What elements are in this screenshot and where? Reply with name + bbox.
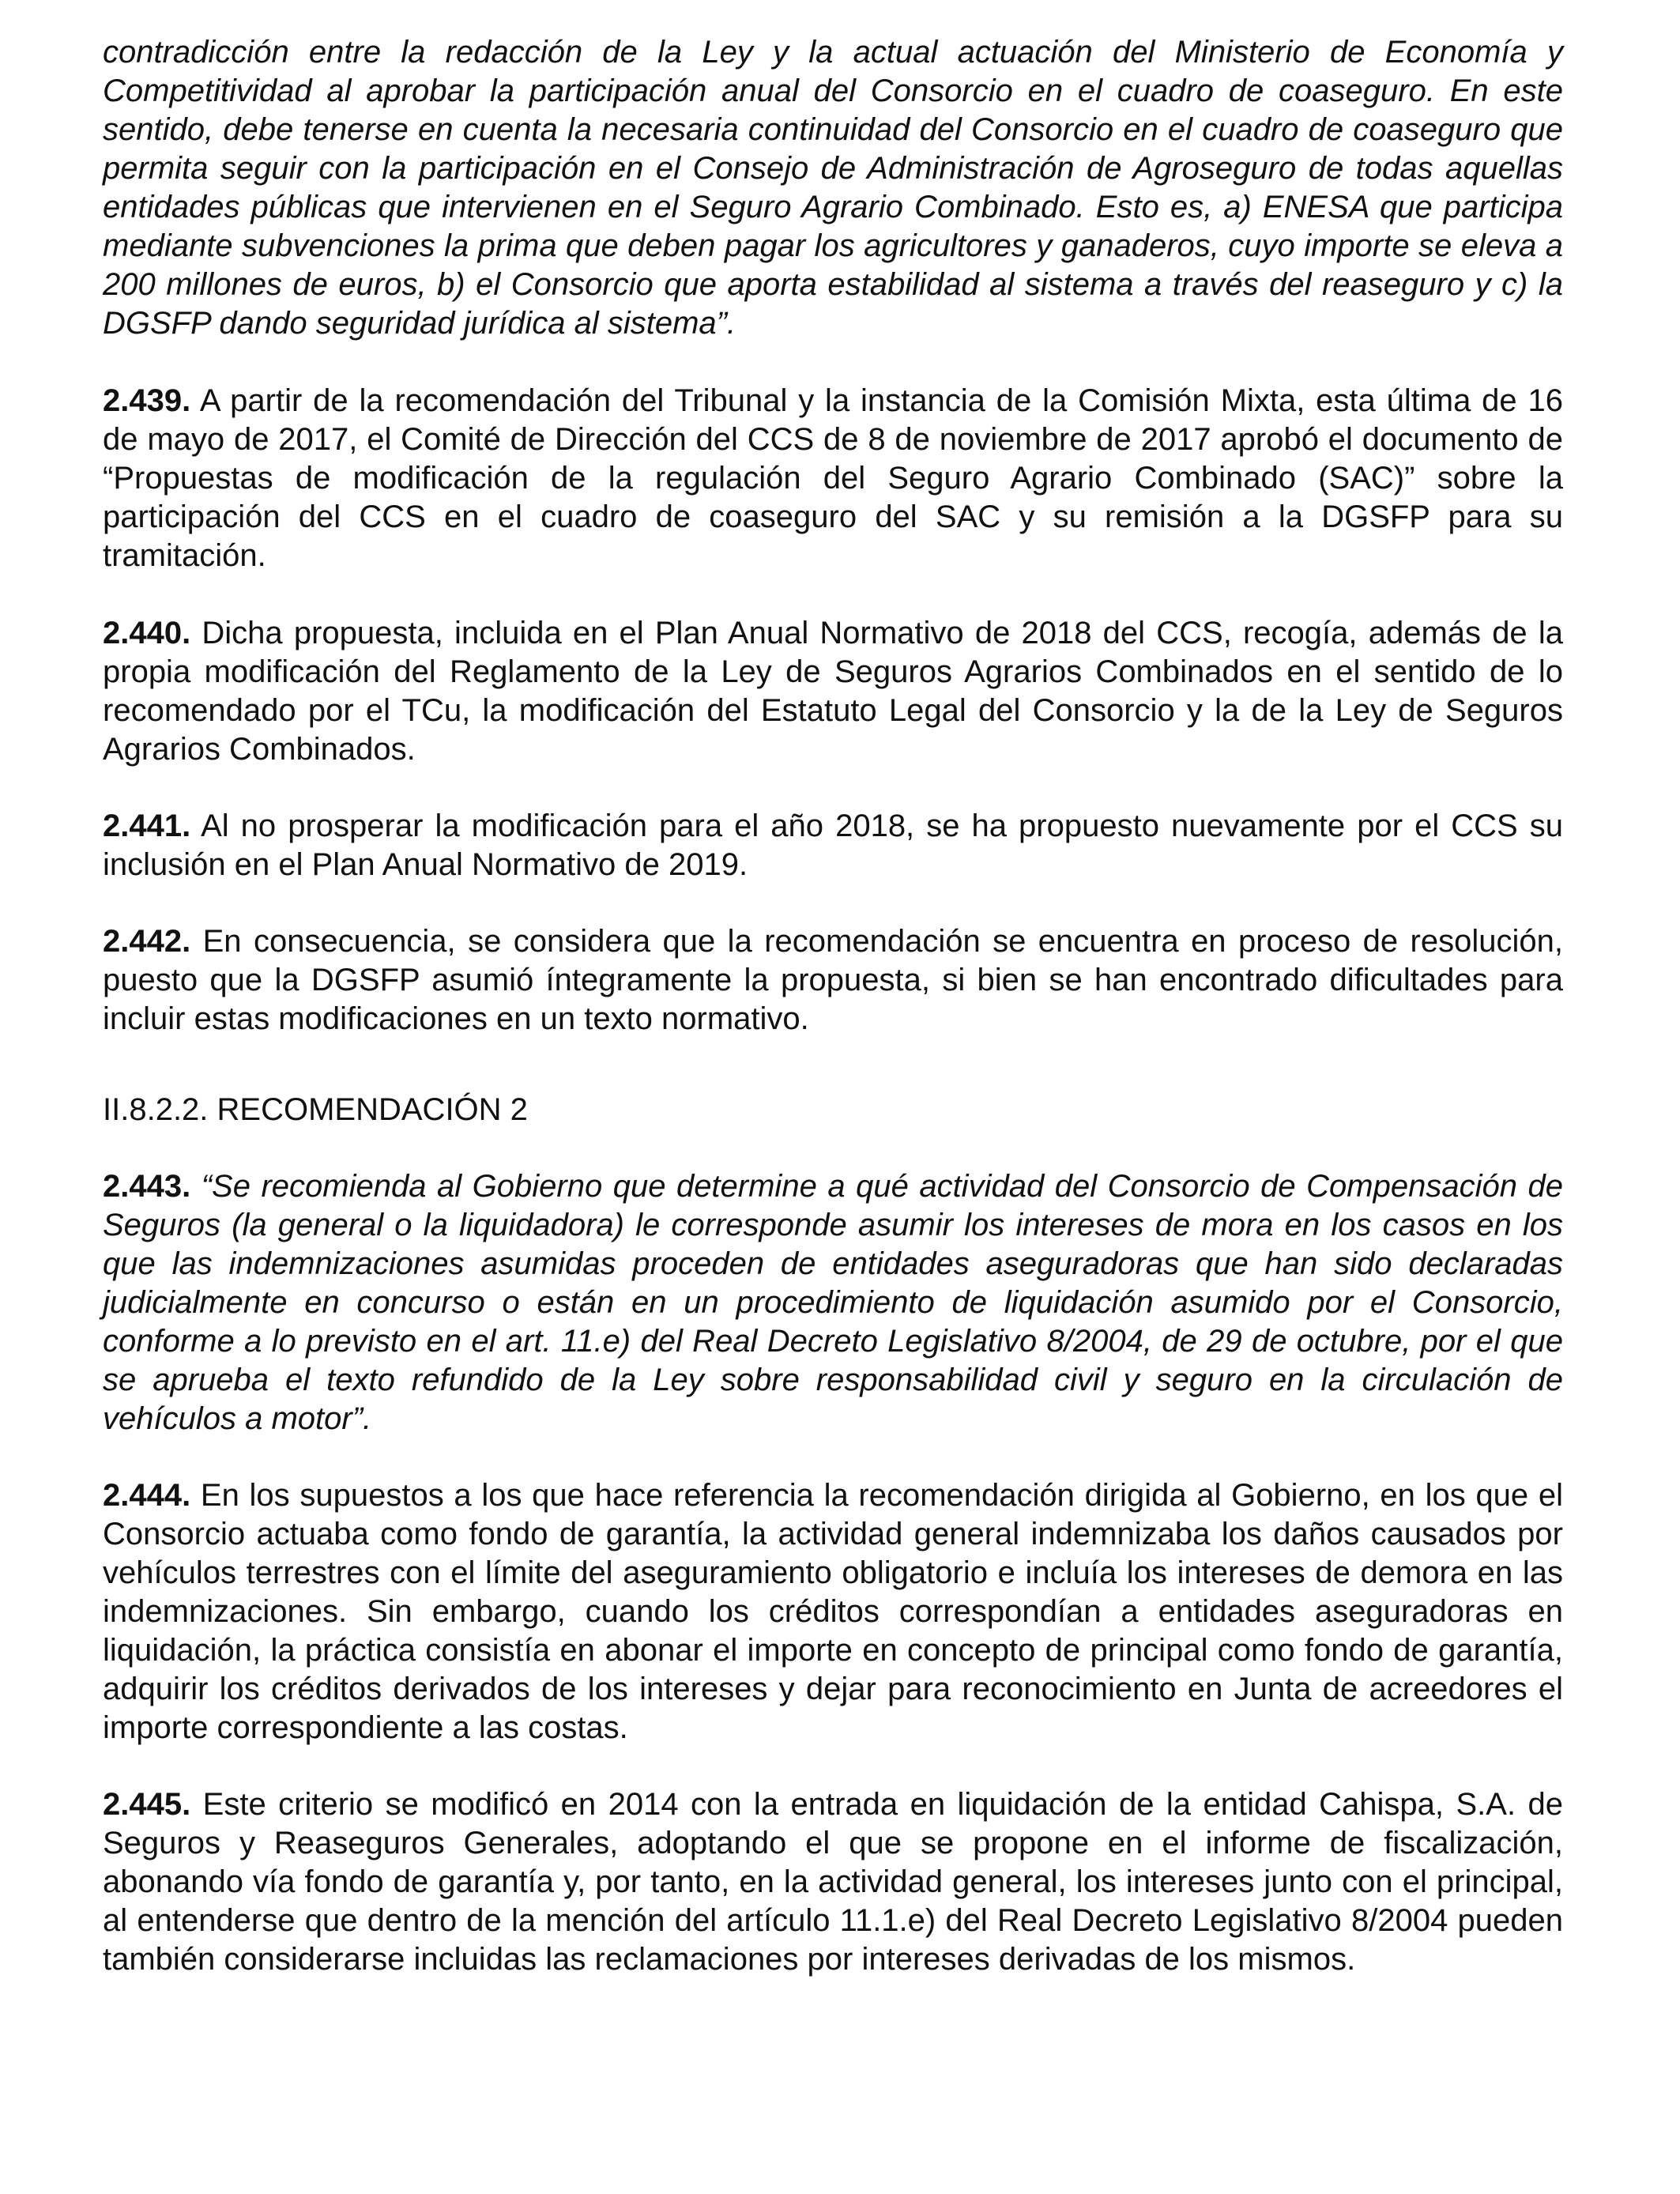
paragraph-text: En los supuestos a los que hace referencia la recomendación dirigida al Gobierno, en los que el Consorcio actuaba como fondo de garantía, la actividad general indemnizaba los daños causados por vehículos terrestres con el límite del aseguramiento obligatorio e incluía los intereses de demora en las indemnizaciones. Sin embargo, cuando los créditos correspondían a entidades aseguradoras en liquidación, la práctica consistía en abonar el importe en concepto de principal como fondo de garantía, adquirir los créditos derivados de los intereses y dejar para reconocimiento en Junta de acreedores el importe correspondiente a las costas.: [103, 1478, 1563, 1745]
paragraph-number: 2.442.: [103, 924, 191, 959]
section-heading-text: II.8.2.2. RECOMENDACIÓN 2: [103, 1092, 528, 1127]
paragraph-2-444: [103, 1476, 1563, 1747]
document-page: [103, 33, 1563, 1979]
paragraph-number: 2.444.: [103, 1478, 191, 1513]
paragraph-text: Dicha propuesta, incluida en el Plan Anual Normativo de 2018 del CCS, recogía, además de la propia modificación del Reglamento de la Ley de Seguros Agrarios Combinados en el sentido de lo recomendado por el TCu, la modificación del Estatuto Legal del Consorcio y la de la Ley de Seguros Agrarios Combinados.: [103, 616, 1563, 767]
paragraph-number: 2.443.: [103, 1169, 191, 1204]
paragraph-text: En consecuencia, se considera que la recomendación se encuentra en proceso de resolución, puesto que la DGSFP asumió íntegramente la propuesta, si bien se han encontrado dificultades para incluir estas modificaciones en un texto normativo.: [103, 924, 1563, 1036]
paragraph-2-439: [103, 382, 1563, 575]
paragraph-text: A partir de la recomendación del Tribunal y la instancia de la Comisión Mixta, esta última de 16 de mayo de 2017, el Comité de Dirección del CCS de 8 de noviembre de 2017 aprobó el documento de “Propuestas de modificación de la regulación del Seguro Agrario Combinado (SAC)” sobre la participación del CCS en el cuadro de coaseguro del SAC y su remisión a la DGSFP para su tramitación.: [103, 383, 1563, 573]
paragraph-number: 2.445.: [103, 1787, 191, 1822]
paragraph-2-445: [103, 1785, 1563, 1979]
paragraph-number: 2.439.: [103, 383, 191, 418]
paragraph-text: Al no prosperar la modificación para el año 2018, se ha propuesto nuevamente por el CCS su inclusión en el Plan Anual Normativo de 2019.: [103, 809, 1563, 882]
paragraph-text: Este criterio se modificó en 2014 con la entrada en liquidación de la entidad Cahispa, S.A. de Seguros y Reaseguros Generales, adoptando el que se propone en el informe de fiscalización, abonando vía fondo de garantía y, por tanto, en la actividad general, los intereses junto con el principal, al entenderse que dentro de la mención del artículo 11.1.e) del Real Decreto Legislativo 8/2004 pueden también considerarse incluidas las reclamaciones por intereses derivadas de los mismos.: [103, 1787, 1563, 1977]
paragraph-2-441: [103, 807, 1563, 884]
paragraph-continuation: [103, 33, 1563, 343]
paragraph-2-442: [103, 922, 1563, 1039]
paragraph-2-440: [103, 614, 1563, 769]
paragraph-number: 2.440.: [103, 616, 191, 650]
paragraph-number: 2.441.: [103, 809, 191, 843]
section-heading: [103, 1091, 1563, 1129]
paragraph-2-443: [103, 1167, 1563, 1438]
paragraph-text: contradicción entre la redacción de la Ley y la actual actuación del Ministerio de Economía y Competitividad al aprobar la participación anual del Consorcio en el cuadro de coaseguro. En este sentido, debe tenerse en cuenta la necesaria continuidad del Consorcio en el cuadro de coaseguro que permita seguir con la participación en el Consejo de Administración de Agroseguro de todas aquellas entidades públicas que intervienen en el Seguro Agrario Combinado. Esto es, a) ENESA que participa mediante subvenciones la prima que deben pagar los agricultores y ganaderos, cuyo importe se eleva a 200 millones de euros, b) el Consorcio que aporta estabilidad al sistema a través del reaseguro y c) la DGSFP dando seguridad jurídica al sistema”.: [103, 35, 1563, 341]
paragraph-text: “Se recomienda al Gobierno que determine a qué actividad del Consorcio de Compensación de Seguros (la general o la liquidadora) le corresponde asumir los intereses de mora en los casos en los que las indemnizaciones asumidas proceden de entidades aseguradoras que han sido declaradas judicialmente en concurso o están en un procedimiento de liquidación asumido por el Consorcio, conforme a lo previsto en el art. 11.e) del Real Decreto Legislativo 8/2004, de 29 de octubre, por el que se aprueba el texto refundido de la Ley sobre responsabilidad civil y seguro en la circulación de vehículos a motor”.: [103, 1169, 1563, 1436]
